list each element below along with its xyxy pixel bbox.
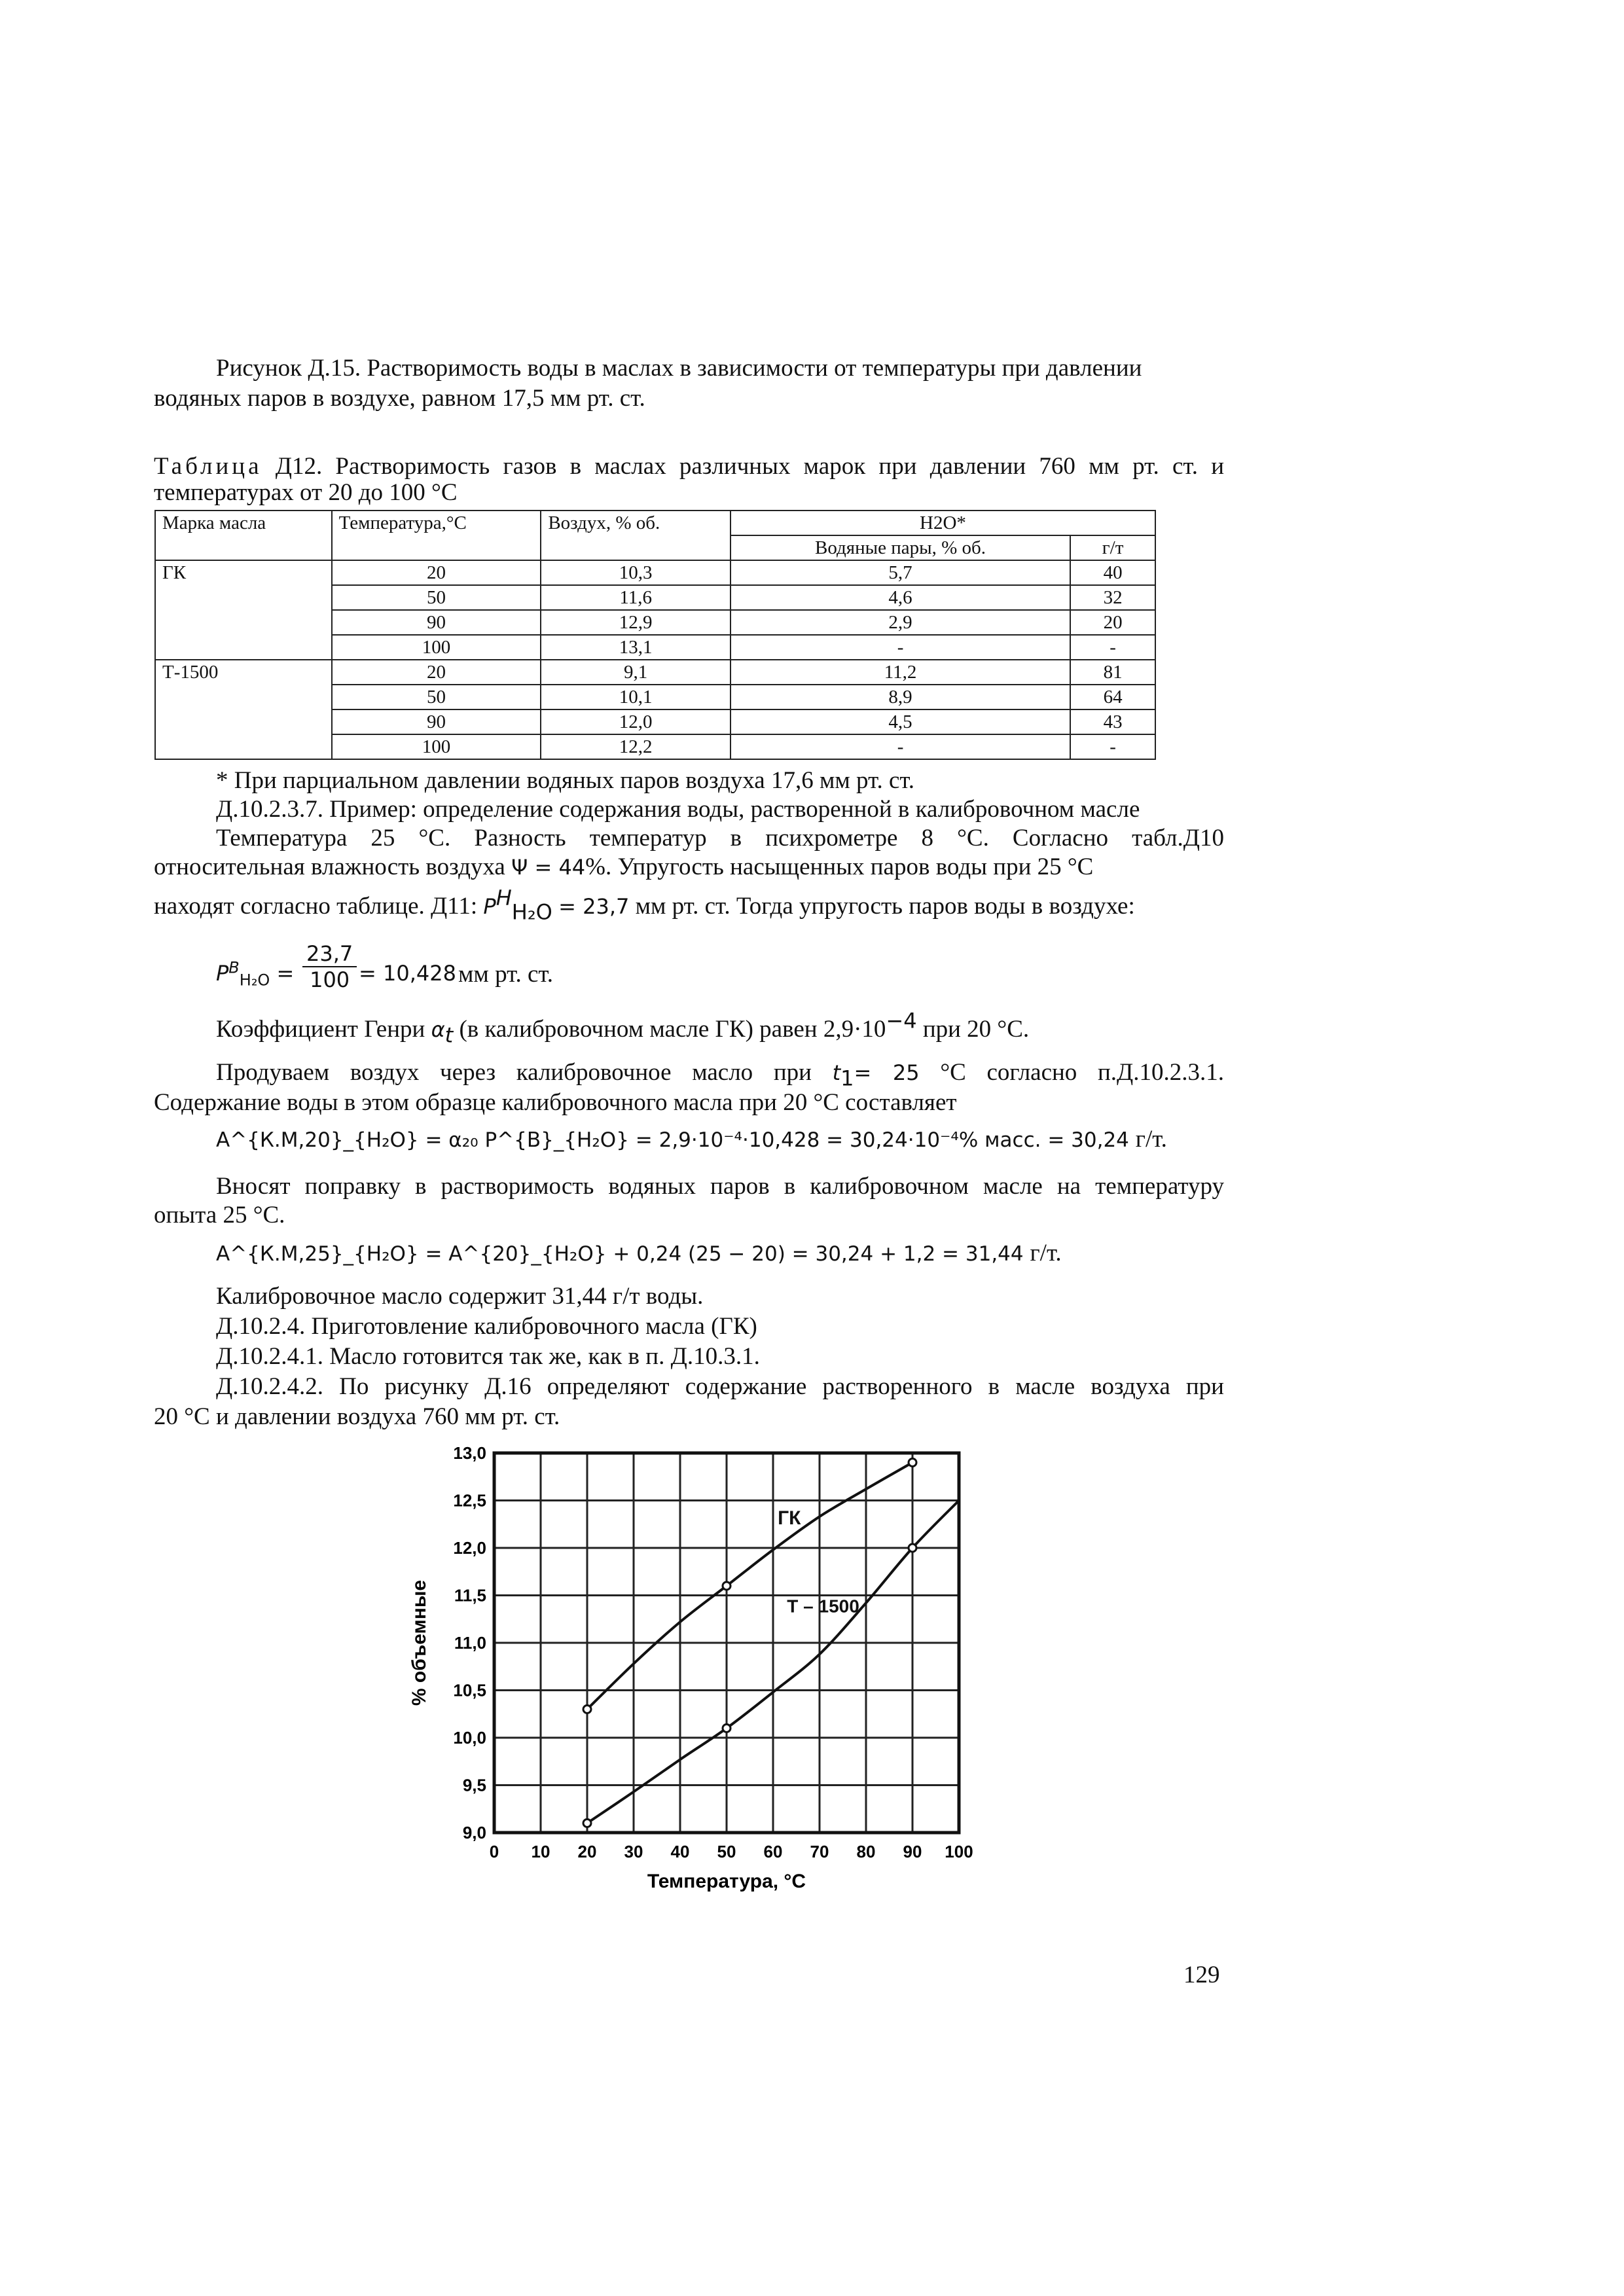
figure-caption-line1: Рисунок Д.15. Растворимость воды в маслах в зависимости от температуры при давлении	[216, 355, 1142, 382]
table-caption-label: Таблица	[154, 453, 262, 480]
table-cell: -	[731, 635, 1070, 660]
paragraph-line: опыта 25 °С.	[154, 1202, 285, 1229]
x-tick-label: 10	[531, 1842, 550, 1861]
header-temp: Температура,°С	[332, 511, 541, 560]
equation-water-content-25	[216, 1238, 1062, 1269]
equation-result: = 10,428	[359, 961, 456, 986]
table-cell: 40	[1070, 560, 1155, 585]
alpha-sub: t	[444, 1022, 454, 1048]
solubility-table	[154, 510, 1156, 760]
table-cell: 32	[1070, 585, 1155, 610]
text-fragment: (в калибровочном масле ГК) равен 2,9·10	[459, 1016, 886, 1043]
table-cell: 20	[332, 660, 541, 685]
x-tick-label: 80	[856, 1842, 876, 1861]
table-cell: 20	[332, 560, 541, 585]
table-cell: -	[1070, 635, 1155, 660]
text-fragment: мм рт. ст. Тогда упругость паров воды в воздухе:	[635, 893, 1135, 920]
example-title: Д.10.2.3.7. Пример: определение содержания воды, растворенной в калибровочном масле	[216, 796, 1140, 823]
table-cell: -	[731, 734, 1070, 759]
text-fragment: при 20 °С.	[922, 1016, 1030, 1043]
page-number: 129	[1183, 1962, 1220, 1988]
equals: =	[276, 961, 295, 986]
paragraph-line: Д.10.2.4.2. По рисунку Д.16 определяют содержание растворенного в масле воздуха при	[216, 1373, 1224, 1400]
text-fragment: %. Упругость насыщенных паров воды при 25 °С	[585, 853, 1094, 880]
table-cell: 8,9	[731, 685, 1070, 709]
table-cell: 11,6	[541, 585, 731, 610]
equation-body: A^{К.М,20}_{H₂O} = α₂₀ P^{B}_{H₂O} = 2,9·10⁻⁴·10,428 = 30,24·10⁻⁴% масс. = 30,24	[216, 1128, 1129, 1152]
table-cell: 50	[332, 685, 541, 709]
text-fragment: находят согласно таблице. Д11:	[154, 893, 478, 920]
x-axis-title: Температура, °С	[647, 1871, 806, 1892]
p-sup: B	[228, 958, 240, 977]
t1-symbol: t	[832, 1060, 841, 1085]
x-tick-label: 70	[810, 1842, 829, 1861]
paragraph-line	[154, 885, 1135, 925]
y-tick-label: 9,0	[462, 1823, 486, 1842]
paragraph-line: Калибровочное масло содержит 31,44 г/т воды.	[216, 1283, 704, 1310]
table-footnote: * При парциальном давлении водяных паров воздуха 17,6 мм рт. ст.	[216, 767, 915, 794]
header-brand: Марка масла	[155, 511, 332, 560]
p-sat-sup: H	[496, 885, 512, 910]
table-cell: 90	[332, 610, 541, 635]
table-cell: 4,5	[731, 709, 1070, 734]
text-fragment: Коэффициент Генри	[216, 1016, 425, 1043]
table-cell: -	[1070, 734, 1155, 759]
header-gt: г/т	[1070, 535, 1155, 560]
equation-unit: мм рт. ст.	[458, 961, 554, 988]
equation-body: A^{К.М,25}_{H₂O} = A^{20}_{H₂O} + 0,24 (25 − 20) = 30,24 + 1,2 = 31,44	[216, 1242, 1024, 1266]
table-cell: 100	[332, 635, 541, 660]
y-tick-label: 11,0	[454, 1633, 486, 1653]
table-cell: 12,2	[541, 734, 731, 759]
chart-ticks	[453, 1443, 973, 1861]
series-label-gk: ГК	[778, 1507, 801, 1529]
fraction	[302, 941, 357, 992]
section-heading: Д.10.2.4. Приготовление калибровочного масла (ГК)	[216, 1313, 757, 1340]
x-tick-label: 30	[624, 1842, 643, 1861]
equation-unit: г/т.	[1135, 1126, 1167, 1153]
table-cell: 5,7	[731, 560, 1070, 585]
table-cell: 50	[332, 585, 541, 610]
p-sat-value: = 23,7	[558, 894, 630, 919]
figure-caption-line2: водяных паров в воздухе, равном 17,5 мм рт. ст.	[154, 385, 645, 412]
table-cell: 20	[1070, 610, 1155, 635]
y-tick-label: 11,5	[454, 1585, 486, 1605]
henry-line	[216, 1008, 1030, 1048]
table-cell: 13,1	[541, 635, 731, 660]
paragraph-line: Содержание воды в этом образце калибровочного масла при 20 °С составляет	[154, 1089, 957, 1116]
table-cell: 12,9	[541, 610, 731, 635]
p-sat-sub: H₂O	[511, 899, 552, 925]
fraction-denominator: 100	[310, 967, 350, 992]
table-cell: 12,0	[541, 709, 731, 734]
psi-formula: Ψ = 44	[511, 855, 586, 880]
text-fragment: Продуваем воздух через калибровочное масло при	[216, 1059, 812, 1086]
p-sat-symbol: P	[483, 894, 496, 919]
table-cell: 11,2	[731, 660, 1070, 685]
table-cell: 10,1	[541, 685, 731, 709]
paragraph-line	[154, 852, 1093, 882]
x-tick-label: 90	[903, 1842, 922, 1861]
equation-unit: г/т.	[1030, 1240, 1062, 1266]
text-fragment: °С согласно п.Д.10.2.3.1.	[940, 1059, 1225, 1086]
t1-sub: 1	[840, 1066, 854, 1091]
data-point	[909, 1459, 916, 1467]
y-axis-title: % объемные	[408, 1579, 430, 1706]
table-cell: 90	[332, 709, 541, 734]
table-cell: 81	[1070, 660, 1155, 685]
table-cell: 2,9	[731, 610, 1070, 635]
brand-cell: ГК	[155, 560, 332, 660]
x-tick-label: 0	[489, 1842, 499, 1861]
x-tick-label: 40	[670, 1842, 690, 1861]
text-fragment: относительная влажность воздуха	[154, 853, 505, 880]
table-cell: 64	[1070, 685, 1155, 709]
alpha-symbol: α	[431, 1017, 445, 1042]
y-tick-label: 9,5	[462, 1775, 486, 1795]
table-caption-text: Д12. Растворимость газов в маслах различных марок при давлении 760 мм рт. ст. и	[275, 453, 1225, 480]
table-cell: 4,6	[731, 585, 1070, 610]
equation-water-content-20	[216, 1124, 1167, 1155]
exponent: −4	[886, 1008, 917, 1033]
table-cell: 100	[332, 734, 541, 759]
t1-value: = 25	[854, 1060, 920, 1085]
paragraph-line: Температура 25 °С. Разность температур в психрометре 8 °С. Согласно табл.Д10	[216, 825, 1224, 852]
table-cell: 43	[1070, 709, 1155, 734]
y-tick-label: 10,5	[453, 1680, 486, 1700]
p-symbol: P	[216, 961, 229, 986]
equation-vapor-pressure	[216, 958, 294, 988]
data-point	[723, 1725, 731, 1732]
y-tick-label: 13,0	[453, 1443, 486, 1463]
x-tick-label: 20	[577, 1842, 597, 1861]
data-point	[583, 1820, 591, 1827]
paragraph-line: 20 °С и давлении воздуха 760 мм рт. ст.	[154, 1403, 560, 1430]
paragraph-line: Вносят поправку в растворимость водяных паров в калибровочном масле на температуру	[216, 1173, 1224, 1200]
section-heading: Д.10.2.4.1. Масло готовится так же, как в п. Д.10.3.1.	[216, 1343, 760, 1370]
series-label-t1500: Т – 1500	[787, 1596, 859, 1617]
paragraph-line	[216, 1058, 1225, 1091]
y-tick-label: 10,0	[453, 1728, 486, 1748]
y-tick-label: 12,5	[453, 1490, 486, 1511]
data-point	[909, 1544, 916, 1552]
header-air: Воздух, % об.	[541, 511, 731, 560]
p-sub: H₂O	[239, 971, 270, 990]
fraction-numerator: 23,7	[302, 941, 357, 967]
brand-cell: Т-1500	[155, 660, 332, 759]
data-point	[723, 1582, 731, 1590]
table-caption-line2: температурах от 20 до 100 °С	[154, 479, 458, 506]
header-h2o: Н2О*	[731, 511, 1155, 535]
data-point	[583, 1706, 591, 1713]
table-cell: 10,3	[541, 560, 731, 585]
chart-grid	[494, 1453, 959, 1833]
x-tick-label: 60	[763, 1842, 783, 1861]
table-cell: 9,1	[541, 660, 731, 685]
header-vapor: Водяные пары, % об.	[731, 535, 1070, 560]
x-tick-label: 50	[717, 1842, 736, 1861]
x-tick-label: 100	[945, 1842, 973, 1861]
y-tick-label: 12,0	[453, 1538, 486, 1558]
solubility-chart	[399, 1440, 988, 1911]
